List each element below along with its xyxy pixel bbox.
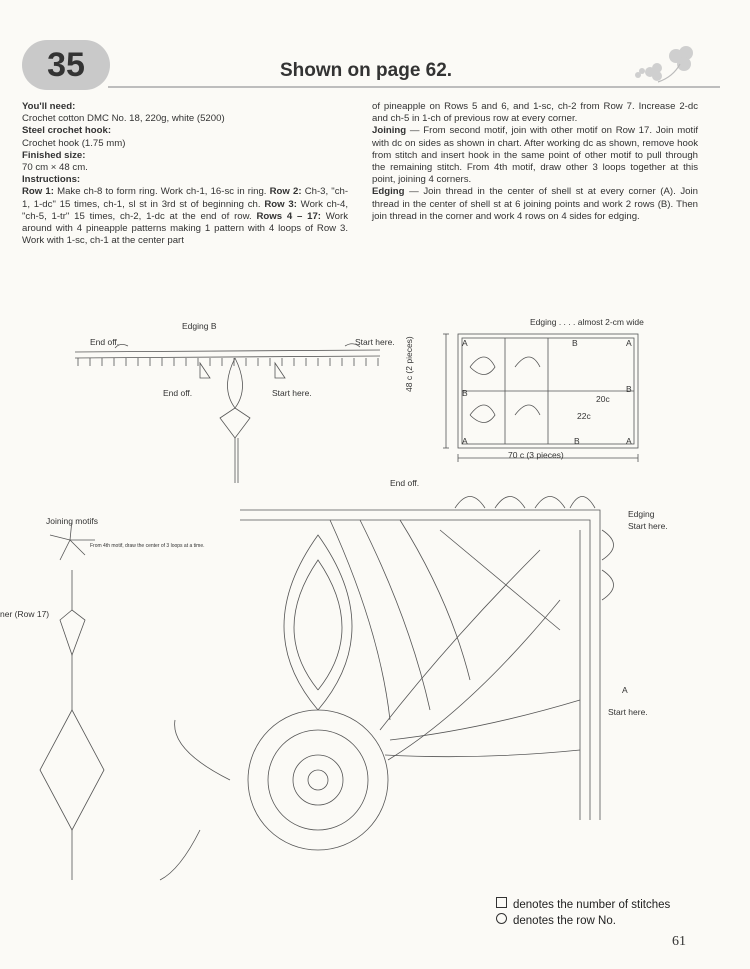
edging-text: — Join thread in the center of shell st at every corner (A). Join thread in the center of shell st at 6 joining points and work 2 rows (B). Then join thread in the corner and work 4 rows on 4 sides for edging.: [372, 186, 698, 222]
size-heading: Finished size:: [22, 149, 86, 161]
row1-text: Make ch-8 to form ring. Work ch-1, 16-sc in ring.: [53, 186, 270, 198]
row1-label: Row 1:: [22, 186, 54, 198]
legend-stitches: [496, 897, 670, 913]
continued-text: of pineapple on Rows 5 and 6, and 1-sc, ch-2 from Row 7. Increase 2-dc and ch-5 in 1-ch of previous row at every corner.: [372, 101, 698, 125]
layout-dim-20: 20c: [596, 394, 610, 404]
chart-a-label: A: [622, 685, 628, 695]
layout-dim-22: 22c: [577, 411, 591, 421]
circle-icon: [496, 913, 507, 924]
layout-a-top-left: A: [462, 338, 468, 348]
hook-heading: Steel crochet hook:: [22, 125, 112, 137]
page-title: Shown on page 62.: [280, 60, 453, 81]
page-number: 61: [672, 934, 686, 949]
chart-edging-label: Edging: [628, 509, 655, 519]
joining-motifs-title: Joining motifs: [46, 516, 98, 526]
joining-corner-label: ner (Row 17): [0, 609, 50, 619]
layout-bottom-label: 70 c (3 pieces): [508, 450, 564, 460]
edging-b-chart: [70, 338, 390, 483]
motif-chart: [0, 480, 700, 900]
row2-label: Row 2:: [269, 186, 302, 198]
layout-b-left: B: [462, 388, 468, 398]
needs-text: Crochet cotton DMC No. 18, 220g, white (5200): [22, 113, 225, 125]
square-icon: [496, 897, 507, 908]
chart-start-here-corner: Start here.: [608, 707, 648, 717]
hook-text: Crochet hook (1.75 mm): [22, 137, 126, 149]
rows4-label: Rows 4 – 17:: [256, 210, 321, 222]
edging-b-start-here-top: Start here.: [355, 337, 395, 347]
joining-label: Joining: [372, 125, 407, 137]
layout-a-bottom-left: A: [462, 436, 468, 446]
layout-b-bottom: B: [574, 436, 580, 446]
layout-b-top: B: [572, 338, 578, 348]
rows-instructions: [22, 186, 348, 247]
joining-text: — From second motif, join with other motif on Row 17. Join motif with dc on sides as shown in chart. After working dc as shown, remove hook from stitch and insert hook in the same point of other motif to pull through the remaining stitch. From 4th motif, draw other 3 loops together at this point, joining 4 corners.: [372, 125, 698, 186]
pattern-number: 35: [47, 45, 85, 84]
layout-b-right: B: [626, 384, 632, 394]
joining-note: From 4th motif, draw the center of 3 loops at a time.: [90, 543, 205, 549]
legend-square-text: denotes the number of stitches: [513, 899, 671, 911]
rows4-text: Work around with 4 pineapple patterns making 1 pattern with 4 loops of Row 3. Work with 1-sc, ch-1 at the center part: [22, 210, 349, 247]
legend: [496, 897, 670, 929]
layout-side-label: 48 c (2 pieces): [404, 336, 414, 392]
layout-diagram: [440, 327, 650, 467]
instructions-left-column: [22, 101, 348, 247]
chart-end-off: End off.: [390, 478, 420, 488]
edging-b-start-here-bottom: Start here.: [272, 388, 312, 398]
instructions-right-column: [372, 101, 698, 223]
clover-decoration-icon: [628, 42, 698, 87]
legend-rows: [496, 913, 670, 929]
row2-text: Ch-3, "ch-1, 1-dc" 15 times, ch-1, sl st in 3rd st of beginning ch.: [22, 186, 349, 210]
edging-b-end-off-top: End off.: [90, 337, 120, 347]
legend-circle-text: denotes the row No.: [513, 915, 616, 927]
edging-label: Edging: [372, 186, 405, 198]
pattern-number-badge: [22, 40, 110, 90]
size-text: 70 cm × 48 cm.: [22, 162, 88, 174]
edging-b-title: Edging B: [182, 321, 217, 331]
chart-start-here-edging: Start here.: [628, 521, 668, 531]
layout-a-bottom-right: A: [626, 436, 632, 446]
row3-label: Row 3:: [264, 198, 297, 210]
layout-edging-note: Edging . . . . almost 2-cm wide: [530, 317, 644, 327]
layout-a-top-right: A: [626, 338, 632, 348]
row3-text: Work ch-4, "ch-5, 1-tr" 15 times, ch-2, 1-dc at the end of row.: [22, 198, 348, 222]
instructions-heading: Instructions:: [22, 174, 81, 186]
needs-heading: You'll need:: [22, 101, 76, 112]
edging-b-end-off-bottom: End off.: [163, 388, 193, 398]
